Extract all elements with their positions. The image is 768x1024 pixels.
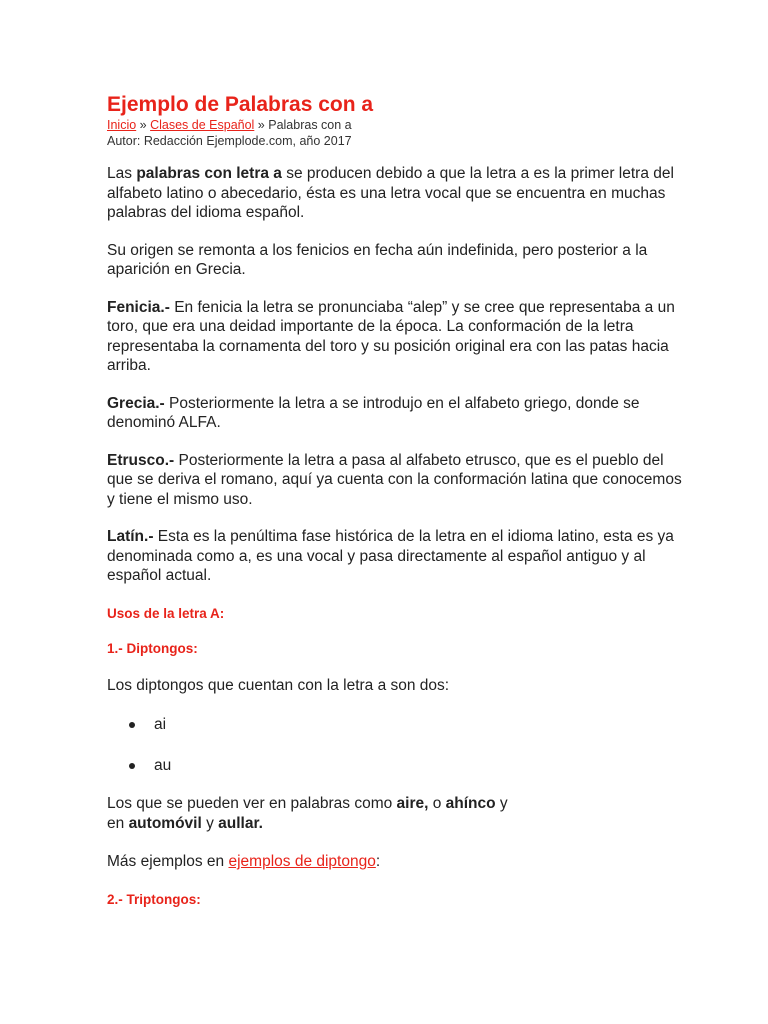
more-examples-paragraph	[107, 852, 687, 872]
example-word: aullar.	[218, 814, 263, 832]
section-term: Latín.-	[107, 528, 154, 545]
section-term: Grecia.-	[107, 394, 165, 412]
origin-paragraph: Su origen se remonta a los fenicios en fecha aún indefinida, pero posterior a la aparición en Grecia.	[107, 241, 648, 278]
examples-text: y	[495, 795, 508, 812]
section-text: Posteriormente la letra a se introdujo en el alfabeto griego, donde se denominó ALFA.	[107, 394, 640, 431]
intro-bold: palabras con letra a	[136, 165, 282, 182]
examples-text: en	[107, 814, 129, 832]
example-word: ahínco	[445, 795, 496, 812]
breadcrumb	[107, 117, 687, 133]
section-term: Etrusco.-	[107, 451, 175, 469]
more-text: Más ejemplos en	[107, 853, 229, 870]
examples-text: o	[428, 795, 446, 812]
triptongos-heading: 2.- Triptongos:	[107, 891, 201, 907]
section-text: Esta es la penúltima fase histórica de la letra en el idioma latino, esta es ya denominada como a, es una vocal y pasa directamente al español antiguo y al español actual.	[107, 528, 674, 584]
section-fenicia	[107, 298, 687, 376]
section-grecia	[107, 394, 687, 433]
breadcrumb-home-link[interactable]: Inicio	[107, 118, 137, 132]
diptongos-heading: 1.- Diptongos:	[107, 640, 198, 656]
intro-text: se producen debido a que la letra a es la primer letra del alfabeto latino o abecedario, ésta es una letra vocal que se encuentra en muchas palabras del idioma español.	[107, 165, 674, 221]
section-term: Fenicia.-	[107, 298, 170, 316]
article	[107, 93, 687, 907]
page-title: Ejemplo de Palabras con a	[107, 93, 374, 116]
author-line: Autor: Redacción Ejemplode.com, año 2017	[107, 134, 352, 148]
diptongos-intro: Los diptongos que cuentan con la letra a son dos:	[107, 676, 450, 694]
more-text: :	[375, 853, 381, 870]
example-word: automóvil	[128, 814, 202, 832]
section-text: Posteriormente la letra a pasa al alfabeto etrusco, que es el pueblo del que se deriva el romano, aquí ya cuenta con la conformación latina que conocemos y tiene el mismo uso.	[107, 451, 682, 508]
breadcrumb-separator: »	[254, 118, 269, 132]
breadcrumb-category-link[interactable]: Clases de Español	[150, 118, 255, 132]
section-etrusco	[107, 451, 687, 510]
intro-text: Las	[107, 165, 137, 182]
examples-paragraph	[107, 794, 687, 833]
examples-text: Los que se pueden ver en palabras como	[107, 795, 397, 812]
intro-paragraph	[107, 164, 687, 223]
breadcrumb-separator: »	[136, 118, 151, 132]
section-latin	[107, 527, 687, 586]
breadcrumb-current: Palabras con a	[268, 118, 352, 132]
section-text: En fenicia la letra se pronunciaba “alep” y se cree que representaba a un toro, que era una deidad importante de la época. La conformación de la letra representaba la cornamenta del toro y su posición original era con las patas hacia arriba.	[107, 298, 675, 374]
example-word: aire,	[396, 795, 429, 812]
list-item: ai	[107, 715, 687, 735]
examples-text: y	[201, 814, 219, 832]
usos-heading: Usos de la letra A:	[107, 605, 225, 621]
list-item: au	[107, 756, 687, 776]
diptongo-examples-link[interactable]: ejemplos de diptongo	[228, 853, 376, 870]
